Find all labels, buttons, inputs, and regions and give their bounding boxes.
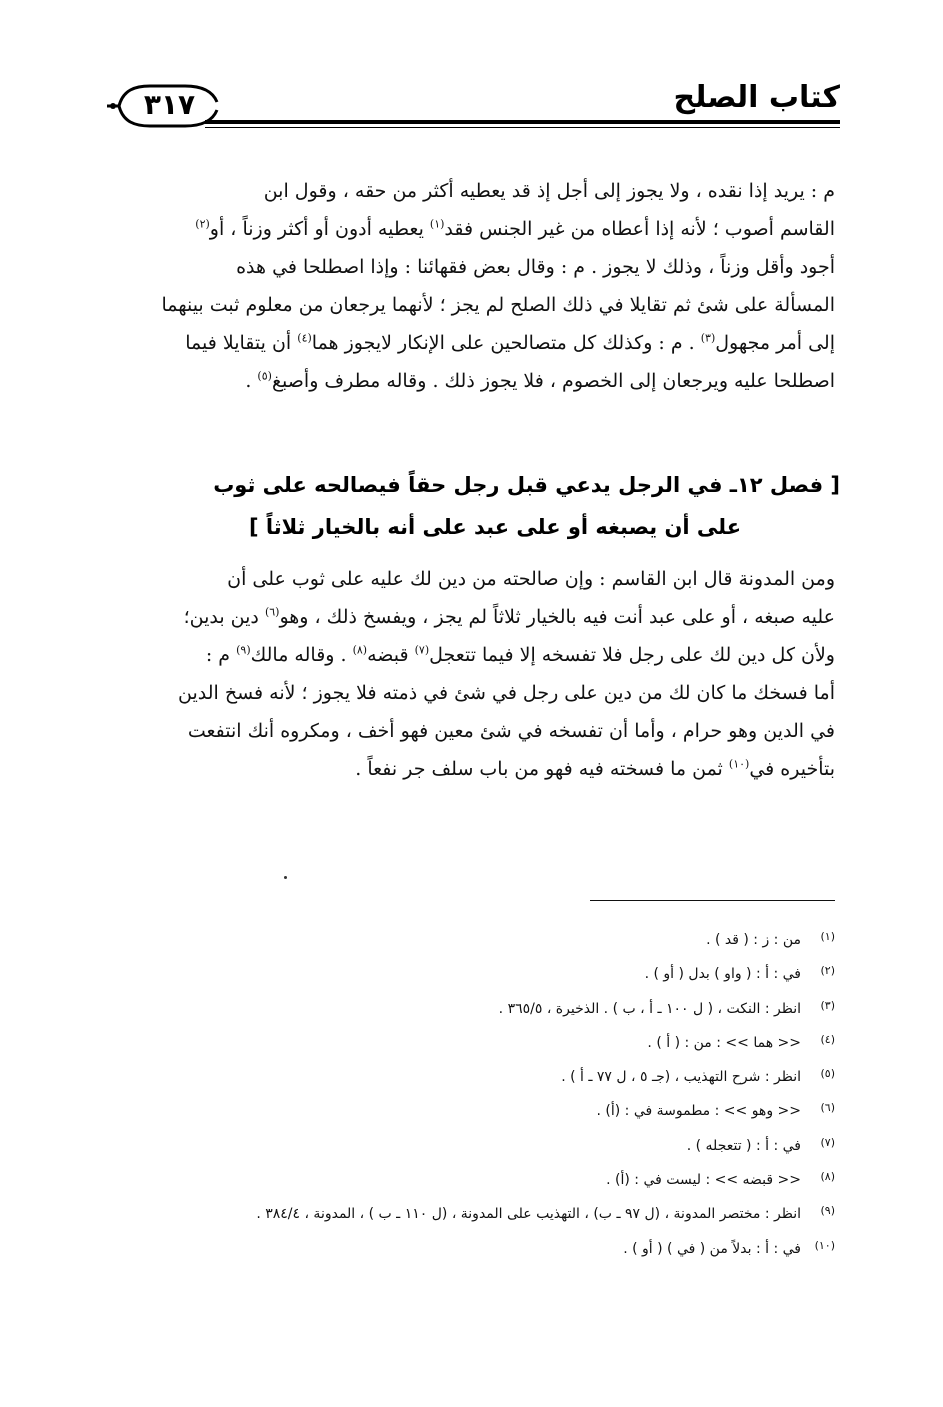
footnote-item <box>95 1057 835 1091</box>
footnote-item <box>95 1160 835 1194</box>
section-heading-line-2: على أن يصبغه أو على عبد على أنه بالخيار ثلاثاً ] <box>248 515 742 539</box>
footnote-number: (٦) <box>820 1101 835 1115</box>
footnote-item <box>95 989 835 1023</box>
paragraph-2-line: ومن المدونة قال ابن القاسم : وإن صالحته من دين لك عليه على ثوب على أن <box>227 568 835 590</box>
paragraph-2-line: أما فسخك ما كان لك من دين على رجل في شئ في ذمته فلا يجوز ؛ لأنه فسخ الدين <box>177 682 835 704</box>
footnote-item <box>95 920 835 954</box>
footnote-item <box>95 1126 835 1160</box>
paragraph-2-line: عليه صبغه ، أو على عبد أنت فيه بالخيار ثلاثاً لم يجز ، ويفسخ ذلك ، وهو$^{(٦)}$ دين بدين؛ <box>183 605 835 628</box>
paragraph-2-line: ولأن كل دين لك على رجل فلا تفسخه إلا فيما تتعجل$^{(٧)}$ قبضه$^{(٨)}$ . وقاله مالك$^{(٩)}$ م : <box>205 643 835 666</box>
footnotes-list <box>95 920 835 1263</box>
footnote-number: (٢) <box>820 964 835 978</box>
section-heading-line-1: [ فصل ١٢ـ في الرجل يدعي قبل رجل حقاً فيصالحه على ثوب <box>213 473 840 497</box>
footnote-text: في : أ : بدلاً من ( في ) ( أو ) . <box>623 1240 801 1257</box>
footnote-marker: (٧) <box>414 643 430 657</box>
footnote-number: (٤) <box>820 1032 835 1046</box>
section-heading <box>150 464 840 548</box>
footnote-text: من : ز : ( قد ) . <box>706 932 801 948</box>
paragraph-1 <box>103 172 835 400</box>
footnote-number: (١٠) <box>814 1238 835 1252</box>
chapter-title: كتاب الصلح <box>673 80 840 115</box>
footnote-number: (١) <box>820 930 835 943</box>
footnote-text: انظر : مختصر المدونة ، (ل ٩٧ ـ ب) ، التهذيب على المدونة ، (ل ١١٠ ـ ب ) ، المدونة ، ٣٨٤/٤ . <box>256 1206 801 1223</box>
footnote-item <box>95 1229 835 1263</box>
page-number-badge <box>105 82 225 130</box>
paragraph-1-line: اصطلحا عليه ويرجعان إلى الخصوم ، فلا يجوز ذلك . وقاله مطرف وأصبغ$^{(٥)}$ . <box>245 369 835 392</box>
footnote-text: انظر : شرح التهذيب ، (جـ ٥ ، ل ٧٧ ـ أ ) . <box>561 1069 801 1086</box>
footnote-number: (٧) <box>820 1135 835 1149</box>
header-rule-thin <box>205 127 840 128</box>
footnote-text: << وهو >> : مطموسة في : (أ) . <box>596 1103 801 1120</box>
footnote-item <box>95 1091 835 1125</box>
paragraph-2-line: في الدين وهو حرام ، وأما أن تفسخه في شئ معين فهو أخف ، ومكروه أنك انتفعت <box>187 720 835 742</box>
footnote-marker: (٨) <box>352 643 368 657</box>
footnote-number: (٥) <box>820 1067 835 1081</box>
footnote-number: (٨) <box>820 1170 835 1184</box>
footnote-item <box>95 1194 835 1228</box>
paragraph-1-line: القاسم أصوب ؛ لأنه إذا أعطاه من غير الجنس فقد$^{(١)}$ يعطيه أدون أو أكثر وزناً ، أو$^{(٢)}$ <box>195 217 835 240</box>
footnote-marker: (٢) <box>195 217 210 231</box>
footnote-marker: (٤) <box>297 331 312 345</box>
footnote-number: (٩) <box>820 1204 835 1218</box>
stray-dot <box>284 876 287 879</box>
footnote-text: << قبضه >> : ليست في : (أ) . <box>606 1172 801 1189</box>
paragraph-2 <box>103 560 835 788</box>
footnote-marker: (٩) <box>236 643 251 657</box>
footnote-marker: (٣) <box>700 331 716 345</box>
footnote-item <box>95 954 835 988</box>
paragraph-1-line: إلى أمر مجهول$^{(٣)}$ . م : وكذلك كل متصالحين على الإنكار لايجوز هما$^{(٤)}$ أن يتقايلا فيما <box>185 331 835 354</box>
paragraph-2-line: بتأخيره في$^{(١٠)}$ ثمن ما فسخته فيه فهو من باب سلف جر نفعاً . <box>355 757 835 780</box>
footnote-text: في : أ : ( واو ) بدل ( أو ) . <box>644 966 801 983</box>
footnote-marker: (٥) <box>257 369 272 383</box>
paragraph-1-line: المسألة على شئ ثم تقايلا في ذلك الصلح لم يجز ؛ لأنهما يرجعان من معلوم ثبت بينهما <box>161 294 835 316</box>
footnote-marker: (١٠) <box>728 757 750 771</box>
footnote-marker: (٦) <box>264 605 280 619</box>
footnote-separator <box>590 900 835 901</box>
footnote-marker: (١) <box>429 217 445 231</box>
page-header <box>105 80 840 130</box>
page-number: ٣١٧ <box>143 88 196 121</box>
paragraph-1-line: م : يريد إذا نقده ، ولا يجوز إلى أجل إذ قد يعطيه أكثر من حقه ، وقول ابن <box>263 180 835 202</box>
footnote-text: انظر : النكت ، ( ل ١٠٠ ـ أ ، ب ) . الذخيرة ، ٣٦٥/٥ . <box>498 1000 801 1017</box>
footnote-item <box>95 1023 835 1057</box>
footnote-text: في : أ : ( تتعجله ) . <box>686 1137 801 1154</box>
paragraph-1-line: أجود وأقل وزناً ، وذلك لا يجوز . م : وقال بعض فقهائنا : وإذا اصطلحا في هذه <box>236 256 835 278</box>
header-rule <box>205 120 840 124</box>
footnote-number: (٣) <box>820 998 835 1012</box>
footnote-text: << هما >> : من : ( أ ) . <box>647 1034 801 1051</box>
